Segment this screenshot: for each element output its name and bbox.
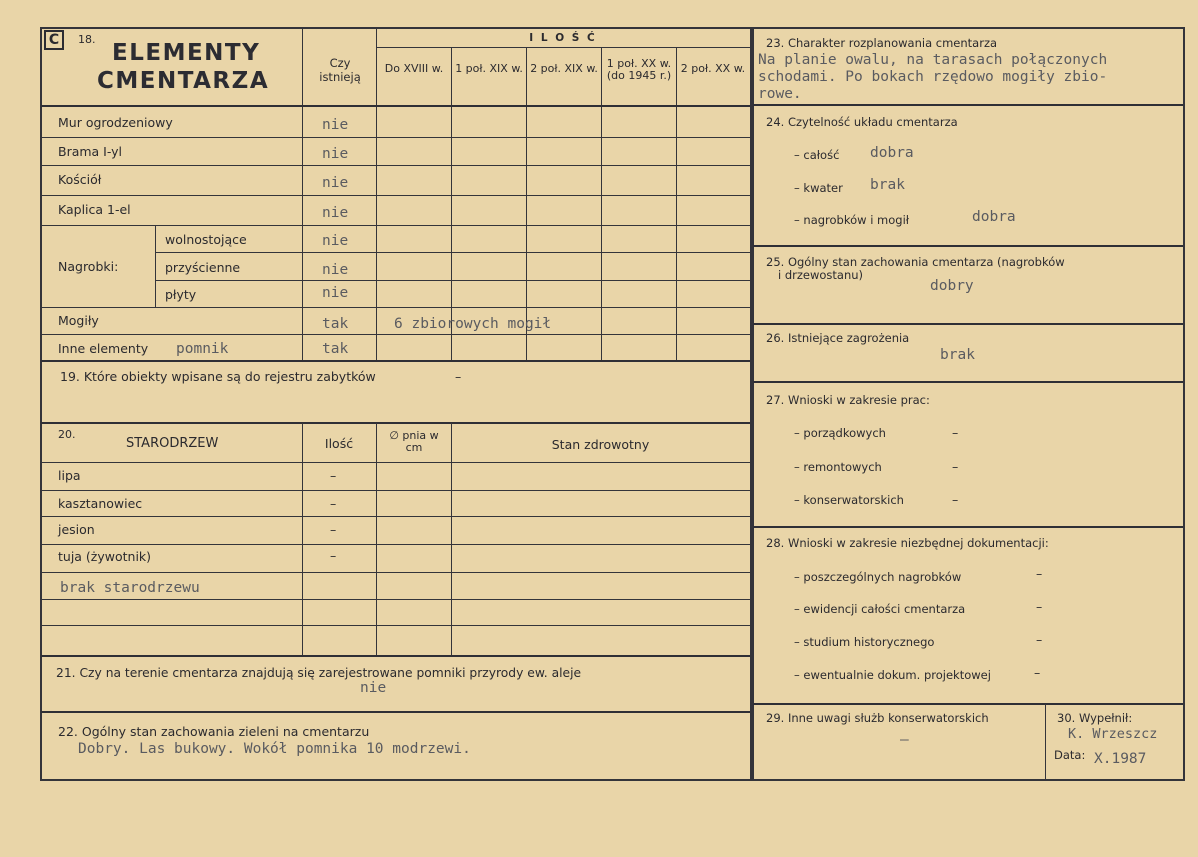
- exists-gate: nie: [322, 146, 349, 162]
- row-line: [753, 526, 1183, 528]
- row-label-freestanding: wolnostojące: [165, 232, 247, 247]
- row-label-church: Kościół: [58, 172, 102, 187]
- col-line: [601, 48, 602, 360]
- row-line: [753, 703, 1183, 705]
- exists-graves: tak: [322, 316, 349, 332]
- col-line: [302, 423, 303, 655]
- row-line: [753, 381, 1183, 383]
- exists-slabs: nie: [322, 285, 349, 301]
- q24-quarters-label: – kwater: [794, 181, 843, 195]
- col-line: [451, 423, 452, 655]
- question-29: 29. Inne uwagi służb konserwatorskich: [766, 711, 989, 725]
- tree-lime-count: –: [330, 468, 337, 483]
- answer-23-line2: schodami. Po bokach rzędowo mogiły zbio-: [758, 69, 1108, 85]
- q24-whole-label: – całość: [794, 148, 840, 162]
- section-c-marker: C: [44, 30, 64, 50]
- row-label-wall: Mur ogrodzeniowy: [58, 115, 173, 130]
- date-label: Data:: [1054, 748, 1086, 762]
- graves-note: 6 zbiorowych mogił: [394, 316, 552, 332]
- row-line: [41, 137, 750, 138]
- col-line: [376, 423, 377, 655]
- trunk-diameter-header: ∅ pnia w cm: [389, 429, 439, 454]
- tree-ash: jesion: [58, 522, 95, 537]
- exists-wall: nie: [322, 117, 349, 133]
- ilosc-header: I L O Ś Ć: [529, 32, 597, 44]
- tree-count-header: Ilość: [324, 436, 354, 451]
- q28-project-value: –: [1034, 665, 1041, 680]
- row-label-other: Inne elementy: [58, 341, 149, 356]
- question-24: 24. Czytelność układu cmentarza: [766, 115, 958, 129]
- question-26: 26. Istniejące zagrożenia: [766, 331, 910, 345]
- row-label-wall-mounted: przyścienne: [165, 260, 241, 275]
- question-30: 30. Wypełnił:: [1057, 711, 1133, 725]
- q28-history: – studium historycznego: [794, 635, 935, 649]
- q27-repair-value: –: [952, 459, 959, 474]
- filled-by-name: K. Wrzeszcz: [1068, 726, 1158, 742]
- row-label-gate: Brama I-yl: [58, 144, 123, 159]
- tree-ash-count: –: [330, 522, 337, 537]
- tree-thuja-count: –: [330, 548, 337, 563]
- col-line: [376, 28, 377, 360]
- col-line: [676, 48, 677, 360]
- row-line: [41, 462, 750, 463]
- col-line: [1045, 704, 1046, 779]
- q27-cleanup-value: –: [952, 425, 959, 440]
- question-21: 21. Czy na terenie cmentarza znajdują się zarejestrowane pomniki przyrody ew. aleje: [56, 666, 582, 680]
- q24-graves-value: dobra: [972, 209, 1016, 225]
- row-line: [41, 544, 750, 545]
- answer-29: –: [900, 732, 909, 748]
- row-label-chapel: Kaplica 1-el: [58, 202, 131, 217]
- question-27: 27. Wnioski w zakresie prac:: [766, 393, 930, 407]
- period-header-1: Do XVIII w.: [384, 62, 444, 75]
- q28-inventory-value: –: [1036, 599, 1043, 614]
- tree-chestnut-count: –: [330, 496, 337, 511]
- exists-freestanding: nie: [322, 233, 349, 249]
- row-line: [41, 599, 750, 600]
- row-line: [753, 104, 1183, 106]
- row-line: [155, 280, 750, 281]
- answer-21: nie: [360, 680, 387, 696]
- tree-chestnut: kasztanowiec: [58, 496, 143, 511]
- row-line: [41, 516, 750, 517]
- q27-repair: – remontowych: [794, 460, 882, 474]
- q27-conservation-value: –: [952, 492, 959, 507]
- exists-chapel: nie: [322, 205, 349, 221]
- col-line: [526, 48, 527, 360]
- row-line: [41, 225, 750, 226]
- q24-whole-value: dobra: [870, 145, 914, 161]
- exists-wall-mounted: nie: [322, 262, 349, 278]
- row-line: [41, 165, 750, 166]
- col-line: [302, 28, 303, 360]
- answer-23-line3: rowe.: [758, 86, 802, 102]
- q28-tombstones-value: –: [1036, 566, 1043, 581]
- tree-thuja: tuja (żywotnik): [58, 549, 152, 564]
- field-18-number: 18.: [78, 33, 96, 46]
- row-line: [753, 245, 1183, 247]
- row-line: [41, 307, 750, 308]
- row-line: [41, 655, 750, 657]
- row-line: [41, 360, 750, 362]
- field-20-number: 20.: [58, 428, 76, 441]
- row-line: [155, 252, 750, 253]
- row-line: [753, 323, 1183, 325]
- row-line: [41, 422, 750, 424]
- question-23: 23. Charakter rozplanowania cmentarza: [766, 36, 998, 50]
- elements-title-line2: CMENTARZA: [97, 68, 270, 94]
- row-line: [41, 334, 750, 335]
- other-elements-note: pomnik: [176, 341, 229, 357]
- answer-23-line1: Na planie owalu, na tarasach połączonych: [758, 52, 1108, 68]
- row-line: [41, 490, 750, 491]
- q24-quarters-value: brak: [870, 177, 905, 193]
- exists-other: tak: [322, 341, 349, 357]
- col-line: [451, 48, 452, 360]
- row-label-slabs: płyty: [165, 287, 197, 302]
- col-line: [155, 225, 156, 307]
- question-22: 22. Ogólny stan zachowania zieleni na cmentarzu: [58, 724, 370, 739]
- exists-column-header: Czy istnieją: [319, 56, 361, 84]
- q24-graves-label: – nagrobków i mogił: [794, 213, 910, 227]
- period-header-2: 1 poł. XIX w.: [455, 62, 523, 75]
- health-header: Stan zdrowotny: [551, 437, 650, 452]
- answer-26: brak: [940, 347, 975, 363]
- answer-25: dobry: [930, 278, 974, 294]
- q28-inventory: – ewidencji całości cmentarza: [794, 602, 966, 616]
- question-25: 25. Ogólny stan zachowania cmentarza (nagrobków: [766, 255, 1065, 269]
- q27-cleanup: – porządkowych: [794, 426, 886, 440]
- row-label-nagrobki: Nagrobki:: [58, 259, 119, 274]
- tree-lime: lipa: [58, 468, 81, 483]
- old-trees-note: brak starodrzewu: [60, 580, 200, 596]
- q28-tombstones: – poszczególnych nagrobków: [794, 570, 962, 584]
- row-line: [41, 572, 750, 573]
- row-line: [41, 105, 750, 107]
- question-28: 28. Wnioski w zakresie niezbędnej dokumentacji:: [766, 536, 1049, 550]
- row-line: [41, 711, 750, 713]
- elements-title-line1: ELEMENTY: [112, 40, 261, 66]
- row-label-graves: Mogiły: [58, 313, 99, 328]
- period-header-5: 2 poł. XX w.: [680, 62, 746, 75]
- exists-church: nie: [322, 175, 349, 191]
- q27-conservation: – konserwatorskich: [794, 493, 904, 507]
- question-19: 19. Które obiekty wpisane są do rejestru zabytków: [60, 369, 376, 384]
- q28-project: – ewentualnie dokum. projektowej: [794, 668, 991, 682]
- old-trees-header: STARODRZEW: [126, 436, 219, 451]
- period-header-3: 2 poł. XIX w.: [530, 62, 598, 75]
- row-line: [376, 47, 750, 48]
- date-value: X.1987: [1094, 751, 1147, 767]
- period-header-4: 1 poł. XX w. (do 1945 r.): [606, 57, 672, 82]
- q28-history-value: –: [1036, 632, 1043, 647]
- question-25-cont: i drzewostanu): [778, 268, 864, 282]
- row-line: [41, 625, 750, 626]
- answer-19: –: [455, 369, 462, 384]
- row-line: [41, 195, 750, 196]
- answer-22: Dobry. Las bukowy. Wokół pomnika 10 modrzewi.: [78, 741, 471, 757]
